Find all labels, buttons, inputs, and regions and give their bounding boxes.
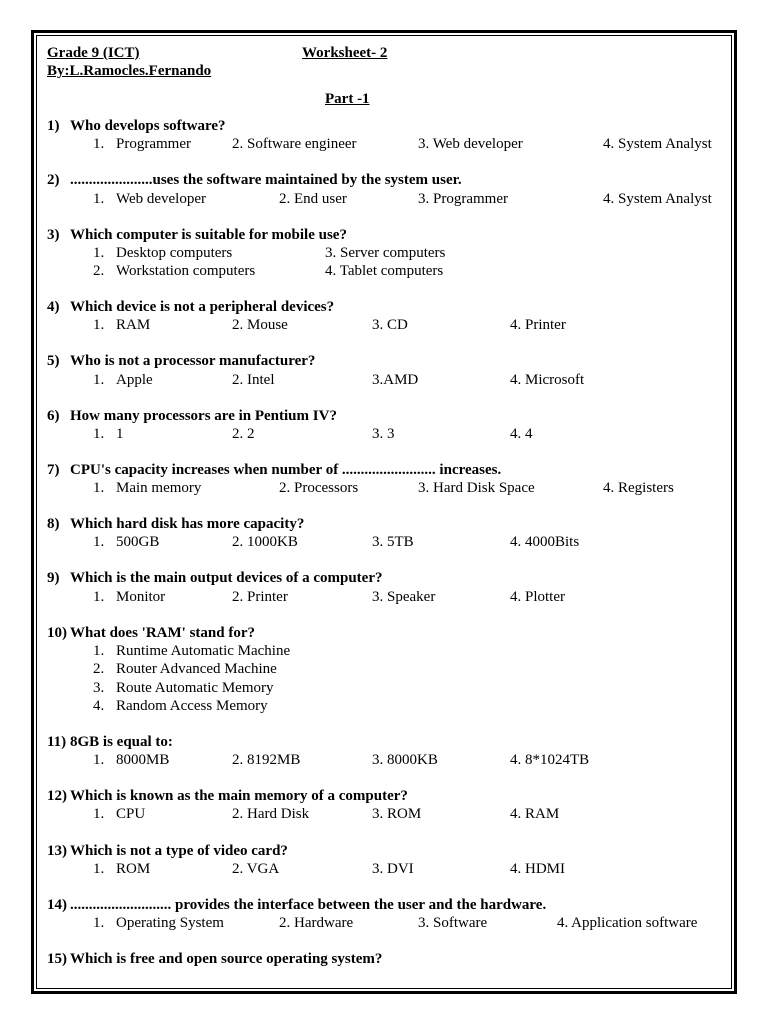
option: 3. 8000KB	[372, 752, 438, 768]
question-text: Which is not a type of video card?	[70, 843, 288, 859]
option: 2. Printer	[232, 589, 288, 605]
question-text: Which is known as the main memory of a computer?	[70, 788, 408, 804]
question-text: Which hard disk has more capacity?	[70, 516, 305, 532]
option-number: 1.	[93, 534, 105, 550]
option: 4. System Analyst	[603, 136, 712, 152]
option: 2. Hard Disk	[232, 806, 310, 822]
option-number: 1.	[93, 317, 105, 333]
option: 4. Plotter	[510, 589, 565, 605]
option: 3. Server computers	[325, 245, 446, 261]
option: Desktop computers	[116, 245, 233, 261]
option: 2. Hardware	[279, 915, 354, 931]
part-title: Part -1	[325, 91, 370, 107]
option: 4. 8*1024TB	[510, 752, 590, 768]
option-number: 1.	[93, 372, 105, 388]
option: 2. Processors	[279, 480, 359, 496]
option: 2. VGA	[232, 861, 280, 877]
worksheet-title: Worksheet- 2	[302, 45, 388, 61]
option: 2. Intel	[232, 372, 275, 388]
option: Operating System	[116, 915, 224, 931]
option: 4. Application software	[557, 915, 698, 931]
option: 2. 1000KB	[232, 534, 298, 550]
question-text: How many processors are in Pentium IV?	[70, 408, 337, 424]
option: Monitor	[116, 589, 166, 605]
option: Router Advanced Machine	[116, 661, 277, 677]
question-text: Which is free and open source operating system?	[70, 951, 383, 967]
question-number: 11)	[47, 734, 67, 750]
question-text: Which device is not a peripheral devices?	[70, 299, 335, 315]
question-text: ........................... provides the interface between the user and the hardware.	[70, 897, 547, 913]
option: 4. RAM	[510, 806, 560, 822]
question-text: Who develops software?	[70, 118, 226, 134]
question-number: 9)	[47, 570, 60, 586]
option: CPU	[116, 806, 146, 822]
option: 4. HDMI	[510, 861, 565, 877]
option: Workstation computers	[116, 263, 256, 279]
question-number: 2)	[47, 172, 60, 188]
question-number: 6)	[47, 408, 60, 424]
question-text: Which computer is suitable for mobile use?	[70, 227, 347, 243]
option: 2. 8192MB	[232, 752, 301, 768]
option-number: 4.	[93, 698, 105, 714]
option-number: 2.	[93, 263, 105, 279]
question-number: 7)	[47, 462, 60, 478]
question-number: 10)	[47, 625, 67, 641]
question-number: 15)	[47, 951, 67, 967]
option: Runtime Automatic Machine	[116, 643, 291, 659]
option: 3. 5TB	[372, 534, 414, 550]
option-number: 1.	[93, 136, 105, 152]
grade-heading: Grade 9 (ICT)	[47, 45, 140, 61]
question-number: 8)	[47, 516, 60, 532]
option-number: 1.	[93, 806, 105, 822]
question-number: 5)	[47, 353, 60, 369]
option: 2. End user	[279, 191, 347, 207]
option: 4. Printer	[510, 317, 566, 333]
option: Apple	[116, 372, 153, 388]
question-number: 3)	[47, 227, 60, 243]
option: ROM	[116, 861, 151, 877]
option-number: 1.	[93, 861, 105, 877]
option: Random Access Memory	[116, 698, 268, 714]
option: 3. 3	[372, 426, 395, 442]
option: 4. 4	[510, 426, 533, 442]
option-number: 3.	[93, 680, 105, 696]
option: 4. Microsoft	[510, 372, 585, 388]
option: 3.AMD	[372, 372, 419, 388]
question-text: Who is not a processor manufacturer?	[70, 353, 316, 369]
question-number: 12)	[47, 788, 67, 804]
question-number: 1)	[47, 118, 60, 134]
option: 4. Tablet computers	[325, 263, 444, 279]
option-number: 1.	[93, 480, 105, 496]
option: 3. Hard Disk Space	[418, 480, 535, 496]
option: 500GB	[116, 534, 160, 550]
option: 3. Web developer	[418, 136, 523, 152]
option: 3. DVI	[372, 861, 414, 877]
option: Programmer	[116, 136, 191, 152]
question-text: Which is the main output devices of a computer?	[70, 570, 383, 586]
option: 3. ROM	[372, 806, 422, 822]
option-number: 1.	[93, 245, 105, 261]
option: Web developer	[116, 191, 206, 207]
author-line: By:L.Ramocles.Fernando	[47, 63, 212, 79]
option: 3. Software	[418, 915, 488, 931]
option: 2. Mouse	[232, 317, 288, 333]
option-number: 1.	[93, 191, 105, 207]
option: 4. Registers	[603, 480, 674, 496]
option-number: 1.	[93, 589, 105, 605]
option-number: 1.	[93, 752, 105, 768]
option: 3. CD	[372, 317, 408, 333]
option: 4. 4000Bits	[510, 534, 580, 550]
option: 2. 2	[232, 426, 255, 442]
option: 4. System Analyst	[603, 191, 712, 207]
option: 2. Software engineer	[232, 136, 357, 152]
question-text: 8GB is equal to:	[70, 734, 173, 750]
option-number: 1.	[93, 915, 105, 931]
question-text: What does 'RAM' stand for?	[70, 625, 256, 641]
question-text: ......................uses the software maintained by the system user.	[70, 172, 462, 188]
option-number: 2.	[93, 661, 105, 677]
option: 3. Speaker	[372, 589, 436, 605]
option: 1	[116, 426, 124, 442]
question-number: 13)	[47, 843, 67, 859]
question-text: CPU's capacity increases when number of ......................... increases.	[70, 462, 502, 478]
option: 3. Programmer	[418, 191, 508, 207]
question-number: 4)	[47, 299, 60, 315]
option-number: 1.	[93, 426, 105, 442]
option: 8000MB	[116, 752, 170, 768]
option: Main memory	[116, 480, 202, 496]
option: Route Automatic Memory	[116, 680, 274, 696]
option: RAM	[116, 317, 151, 333]
question-number: 14)	[47, 897, 67, 913]
option-number: 1.	[93, 643, 105, 659]
